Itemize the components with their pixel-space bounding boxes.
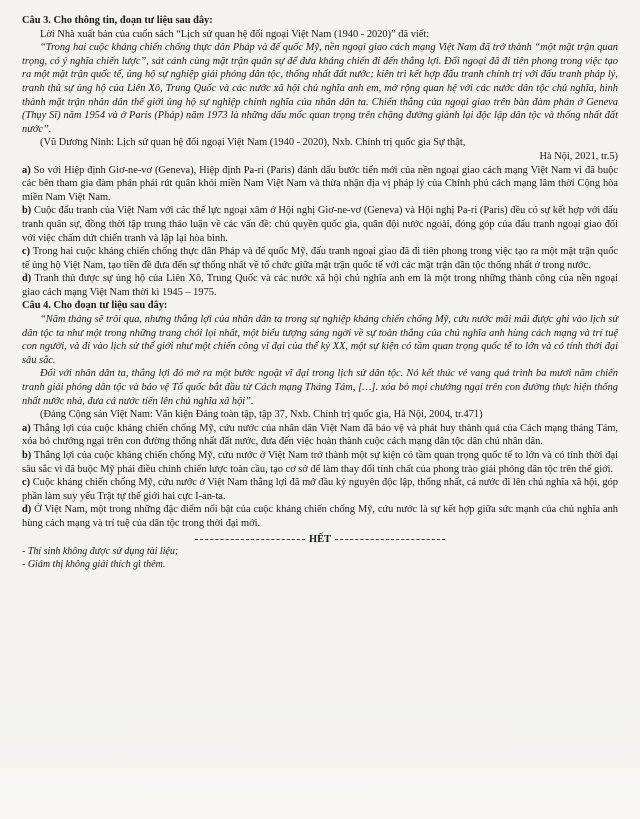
q4-statement-c [22, 476, 618, 503]
q3-source-line-1: (Vũ Dương Ninh: Lịch sử quan hệ đối ngoại Việt Nam (1940 - 2020), Nxb. Chính trị quốc gia Sự thật, [40, 137, 466, 149]
q4-a-label: a) [22, 422, 31, 434]
q4-source: (Đảng Cộng sản Việt Nam: Văn kiện Đảng toàn tập, tập 37, Nxb. Chính trị quốc gia, Hà Nội, 2004, tr.471) [40, 409, 483, 421]
footer-note-1: - Thí sinh không được sử dụng tài liệu; [22, 546, 179, 558]
question-4-title: Câu 4. Cho đoạn tư liệu sau đây: [22, 300, 168, 312]
q3-a-text: So với Hiệp định Giơ-ne-vơ (Geneva), Hiệp định Pa-ri (Paris) đánh dấu bước tiến mới của nền ngoại giao cách mạng Việt Nam vì đã buộc các bên tham gia đàm phán phải rút quân khỏi miền Nam Việt Nam và thừa nhận địa vị pháp lý của Chính phủ cách mạng lâm thời Cộng hòa miền Nam Việt Nam. [22, 164, 618, 203]
q4-statement-b [22, 449, 618, 476]
q4-quote-2: Đối với nhân dân ta, thắng lợi đó mở ra một bước ngoặt vĩ đại trong lịch sử dân tộc. Nó kết thúc vẻ vang quá trình ba mươi năm chiến tranh giải phóng dân tộc và bảo vệ Tổ quốc bắt đầu từ Cách mạng Tháng Tám, […]. xóa bỏ mọi chướng ngại trên con đường thực hiện thống nhất nước nhà, đưa cả nước tiến lên chủ nghĩa xã hội”. [22, 368, 618, 407]
q3-b-label: b) [22, 205, 32, 217]
end-divider-left [195, 539, 305, 540]
question-3-title: Câu 3. Cho thông tin, đoạn tư liệu sau đây: [22, 15, 213, 26]
q3-intro: Lời Nhà xuất bản của cuốn sách “Lịch sử quan hệ đối ngoại Việt Nam (1940 - 2020)” đã viết: [40, 28, 430, 40]
q3-quote: “Trong hai cuộc kháng chiến chống thực dân Pháp và đế quốc Mỹ, nền ngoại giao cách mạng Việt Nam đã trở thành “một mặt trận quan trọng, có ý nghĩa chiến lược”, sát cánh cùng mặt trận quân sự để đưa kháng chiến đi đến thắng lợi. Đối ngoại đã đi tiên phong trong việc tạo ra một mặt trận quốc tế, ủng hộ sự nghiệp giải phóng dân tộc, thống nhất đất nước; kiên trì kết hợp đấu tranh chính trị với đấu tranh pháp lý, tranh thủ sự ủng hộ của Liên Xô, Trung Quốc và các nước xã hội chủ nghĩa anh em, mở rộng quan hệ với các nước dân tộc chủ nghĩa, hình thành mặt trận nhân dân thế giới ủng hộ sự nghiệp chính nghĩa của nhân dân ta. Chiến thắng của ngoại giao trên bàn đàm phán ở Geneva (Thụy Sĩ) năm 1954 và ở Paris (Pháp) năm 1973 là những dấu mốc quan trọng trên chặng đường giành lại độc lập dân tộc và thống nhất đất nước”. [22, 42, 618, 135]
q4-d-text: Ở Việt Nam, một trong những đặc điểm nổi bật của cuộc kháng chiến chống Mỹ, cứu nước là sự kết hợp giữa sức mạnh của chủ nghĩa anh hùng cách mạng và trí tuệ của dân tộc trong thời đại mới. [22, 504, 618, 529]
q4-statement-a [22, 422, 618, 449]
q3-statement-a [22, 164, 618, 205]
q3-statement-d [22, 272, 618, 299]
q3-c-label: c) [22, 246, 31, 258]
q3-source-line-2: Hà Nội, 2021, tr.5) [539, 150, 618, 162]
footer-note-2: - Giám thị không giải thích gì thêm. [22, 558, 166, 570]
q3-d-text: Tranh thủ được sự ủng hộ của Liên Xô, Trung Quốc và các nước xã hội chủ nghĩa anh em là một trong những thành công của nền ngoại giao cách mạng Việt Nam thời kì 1945 – 1975. [22, 273, 618, 298]
q4-d-label: d) [22, 504, 32, 516]
q3-statement-b [22, 204, 618, 245]
q3-b-text: Cuộc đấu tranh của Việt Nam với các thế lực ngoại xâm ở Hội nghị Giơ-ne-vơ (Geneva) và Hội nghị Pa-ri (Paris) đều có sự kết hợp với đấu tranh quân sự, đồng thời tập trung thảo luận về các vấn đề: chủ quyền quốc gia, quân đội nước ngoài, đóng góp của đấu tranh ngoại giao đối với việc chấm dứt chiến tranh và lập lại hòa bình. [22, 205, 618, 244]
q4-c-label: c) [22, 477, 31, 489]
q4-statement-d [22, 503, 618, 530]
q3-c-text: Trong hai cuộc kháng chiến chống thực dân Pháp và đế quốc Mỹ, đấu tranh ngoại giao đã đi tiên phong trong việc tạo ra một mặt trận quốc tế ủng hộ Việt Nam, tạo tiền đề đưa đến sự thống nhất về tổ chức giữa mặt trận quốc tế với các mặt trận dân tộc thống nhất ở trong nước. [22, 246, 618, 271]
q3-a-label: a) [22, 164, 31, 176]
q4-b-label: b) [22, 450, 32, 461]
q4-a-text: Thắng lợi của cuộc kháng chiến chống Mỹ, cứu nước của nhân dân Việt Nam đã bảo vệ và phát huy thành quả của Cách mạng tháng Tám, xóa bỏ chướng ngại trên con đường thống nhất đất nước, đưa đến việc hoàn thành cuộc cách mạng dân tộc dân chủ nhân dân. [22, 422, 618, 448]
q4-c-text: Cuộc kháng chiến chống Mỹ, cứu nước ở Việt Nam thắng lợi đã mở đầu kỷ nguyên độc lập, thống nhất, cả nước đi lên chủ nghĩa xã hội, góp phần làm suy yếu Trật tự thế giới hai cực I-an-ta. [22, 477, 618, 502]
end-divider-right [335, 539, 445, 540]
end-text: HẾT [309, 533, 331, 545]
q4-b-text: Thắng lợi của cuộc kháng chiến chống Mỹ, cứu nước ở Việt Nam trở thành một sự kiện có tầm quan trọng quốc tế to lớn và có tính thời đại sâu sắc vì đã buộc Mỹ phải điều chỉnh chiến lược toàn cầu, tạo cơ sở để làm thay đổi tính chất của phong trào giải phóng dân tộc trên thế giới. [22, 450, 618, 475]
q3-statement-c [22, 245, 618, 272]
end-marker [22, 533, 618, 547]
q3-d-label: d) [22, 273, 32, 285]
q4-quote-1: “Năm tháng sẽ trôi qua, nhưng thắng lợi của nhân dân ta trong sự nghiệp kháng chiến chống Mỹ, cứu nước mãi mãi được ghi vào lịch sử dân tộc ta như một trong những trang chói lọi nhất, một biểu tượng sáng ngời về sự toàn thắng của chủ nghĩa anh hùng cách mạng và trí tuệ con người, và đi vào lịch sử thế giới như một chiến công vĩ đại của thế kỷ XX, một sự kiện có tầm quan trọng quốc tế to lớn và có tính thời đại sâu sắc. [22, 314, 618, 366]
